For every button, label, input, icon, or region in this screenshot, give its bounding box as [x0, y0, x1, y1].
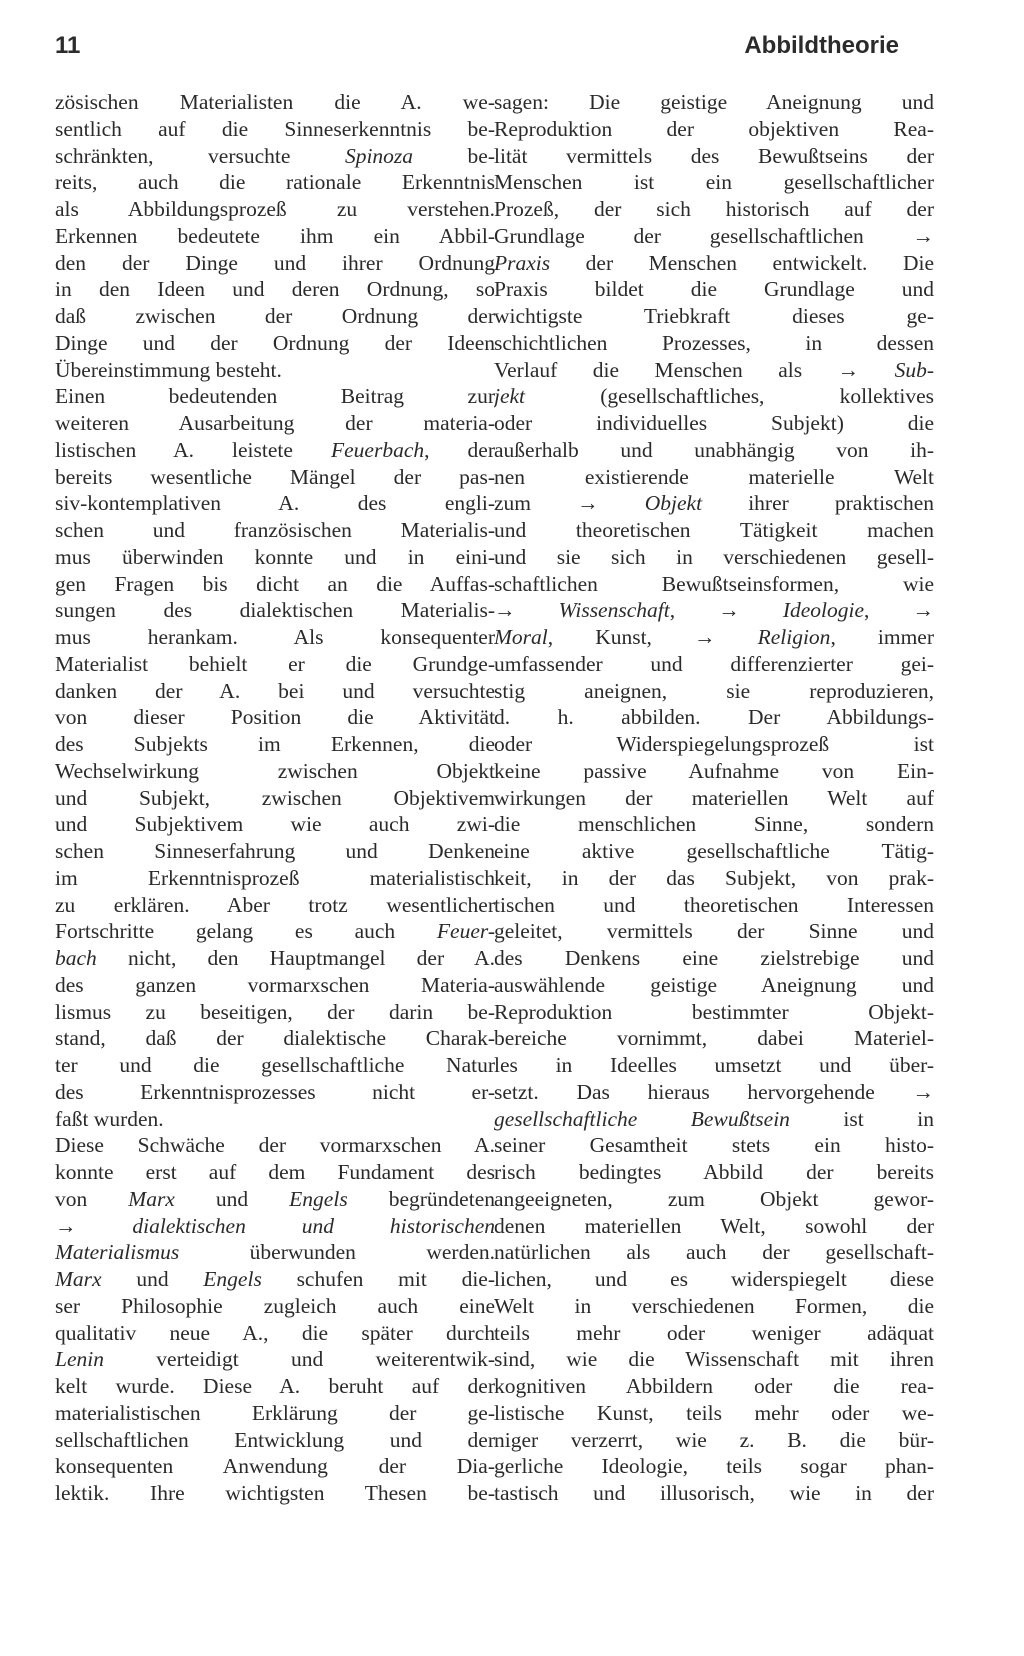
text-line: Erkennen bedeutete ihm ein Abbil-: [55, 223, 495, 248]
text-line: → dialektischen und historischen: [55, 1213, 495, 1238]
text-line: oder Widerspiegelungsprozeß ist: [494, 732, 934, 756]
text-line: → Wissenschaft, → Ideologie, →: [494, 598, 934, 623]
text-line: oder individuelles Subjekt) die: [494, 411, 934, 435]
text-line: schränkten, versuchte Spinoza be-: [55, 143, 495, 168]
text-line: wirkungen der materiellen Welt auf: [494, 785, 934, 810]
text-line: Grundlage der gesellschaftlichen →: [494, 223, 934, 248]
text-line: Diese Schwäche der vormarxschen A.: [55, 1133, 495, 1158]
text-line: bereiche vornimmt, dabei Materiel-: [494, 1026, 934, 1051]
text-line: Reproduktion bestimmter Objekt-: [494, 999, 934, 1024]
text-line: Praxis bildet die Grundlage und: [494, 277, 934, 302]
text-column-left: [55, 89, 495, 1507]
text-line: gen Fragen bis dicht an die Auffas-: [55, 571, 495, 596]
text-line: faßt wurden.: [55, 1106, 164, 1131]
text-line: Fortschritte gelang es auch Feuer-: [55, 919, 495, 944]
text-line: gerliche Ideologie, teils sogar phan-: [494, 1454, 934, 1479]
text-line: schen und französischen Materialis-: [55, 518, 495, 542]
text-line: danken der A. bei und versuchte: [55, 678, 495, 703]
text-line: zu erklären. Aber trotz wesentlicher: [55, 892, 495, 917]
text-line: Übereinstimmung besteht.: [55, 357, 282, 382]
text-line: schaftlichen Bewußtseinsformen, wie: [494, 571, 934, 596]
text-line: Einen bedeutenden Beitrag zur: [55, 384, 495, 409]
text-line: Welt in verschiedenen Formen, die: [494, 1293, 934, 1318]
text-line: sentlich auf die Sinneserkenntnis be-: [55, 116, 495, 141]
text-line: mus herankam. Als konsequenter: [55, 625, 495, 649]
text-line: d. h. abbilden. Der Abbildungs-: [494, 705, 934, 730]
text-line: in den Ideen und deren Ordnung, so: [55, 277, 495, 302]
text-line: die menschlichen Sinne, sondern: [494, 812, 934, 837]
text-line: sellschaftlichen Entwicklung und der: [55, 1427, 495, 1452]
text-line: teils mehr oder weniger adäquat: [494, 1320, 934, 1345]
text-line: des Denkens eine zielstrebige und: [494, 946, 934, 970]
text-line: reits, auch die rationale Erkenntnis: [55, 170, 495, 195]
text-line: Materialist behielt er die Grundge-: [55, 651, 495, 676]
text-line: nen existierende materielle Welt: [494, 464, 934, 489]
text-line: sungen des dialektischen Materialis-: [55, 598, 495, 623]
text-line: und Subjektivem wie auch zwi-: [55, 812, 495, 837]
text-line: gesellschaftliche Bewußtsein ist in: [494, 1106, 934, 1131]
text-line: als Abbildungsprozeß zu verstehen.: [55, 197, 495, 221]
text-column-right: [494, 89, 934, 1507]
text-line: Dinge und der Ordnung der Ideen: [55, 330, 495, 355]
text-line: geleitet, vermittels der Sinne und: [494, 919, 934, 944]
text-line: Reproduktion der objektiven Rea-: [494, 116, 934, 141]
text-line: jekt (gesellschaftliches, kollektives: [494, 384, 934, 409]
text-line: des ganzen vormarxschen Materia-: [55, 972, 495, 997]
text-line: Verlauf die Menschen als → Sub-: [494, 357, 934, 382]
text-line: konsequenten Anwendung der Dia-: [55, 1454, 495, 1479]
text-line: lichen, und es widerspiegelt diese: [494, 1267, 934, 1291]
text-line: schichtlichen Prozesses, in dessen: [494, 330, 934, 355]
text-line: tastisch und illusorisch, wie in der: [494, 1481, 934, 1505]
page-number: 11: [55, 32, 81, 59]
text-line: lität vermittels des Bewußtseins der: [494, 143, 934, 168]
text-line: stand, daß der dialektische Charak-: [55, 1026, 495, 1051]
text-line: und theoretischen Tätigkeit machen: [494, 518, 934, 542]
text-line: von Marx und Engels begründeten: [55, 1186, 495, 1211]
text-line: Marx und Engels schufen mit die-: [55, 1267, 495, 1291]
text-line: risch bedingtes Abbild der bereits: [494, 1160, 934, 1184]
text-line: denen materiellen Welt, sowohl der: [494, 1213, 934, 1238]
text-line: schen Sinneserfahrung und Denken: [55, 839, 495, 863]
text-line: stig aneignen, sie reproduzieren,: [494, 678, 934, 703]
text-line: natürlichen als auch der gesellschaft-: [494, 1240, 934, 1265]
text-line: sind, wie die Wissenschaft mit ihren: [494, 1347, 934, 1372]
text-line: den der Dinge und ihrer Ordnung: [55, 250, 495, 275]
text-line: ter und die gesellschaftliche Natur: [55, 1053, 495, 1077]
text-line: qualitativ neue A., die später durch: [55, 1320, 495, 1345]
text-line: sagen: Die geistige Aneignung und: [494, 90, 934, 114]
text-line: Lenin verteidigt und weiterentwik-: [55, 1347, 495, 1372]
text-line: Praxis der Menschen entwickelt. Die: [494, 250, 934, 275]
text-line: daß zwischen der Ordnung der: [55, 304, 495, 328]
text-line: keit, in der das Subjekt, von prak-: [494, 865, 934, 890]
text-line: zösischen Materialisten die A. we-: [55, 90, 495, 114]
text-line: mus überwinden konnte und in eini-: [55, 544, 495, 569]
text-line: von dieser Position die Aktivität: [55, 705, 495, 730]
text-line: wichtigste Triebkraft dieses ge-: [494, 304, 934, 328]
text-line: niger verzerrt, wie z. B. die bür-: [494, 1427, 934, 1452]
text-line: im Erkenntnisprozeß materialistisch: [55, 865, 495, 890]
text-line: weiteren Ausarbeitung der materia-: [55, 411, 495, 435]
text-line: listische Kunst, teils mehr oder we-: [494, 1400, 934, 1425]
text-line: ser Philosophie zugleich auch eine: [55, 1293, 495, 1318]
text-line: und Subjekt, zwischen Objektivem: [55, 785, 495, 810]
text-line: Menschen ist ein gesellschaftlicher: [494, 170, 934, 195]
text-line: materialistischen Erklärung der ge-: [55, 1400, 495, 1425]
text-line: tischen und theoretischen Interessen: [494, 892, 934, 917]
text-line: siv-kontemplativen A. des engli-: [55, 491, 495, 516]
text-line: auswählende geistige Aneignung und: [494, 972, 934, 997]
text-line: eine aktive gesellschaftliche Tätig-: [494, 839, 934, 863]
text-line: zum → Objekt ihrer praktischen: [494, 491, 934, 516]
text-line: kelt wurde. Diese A. beruht auf der: [55, 1374, 495, 1398]
text-line: lektik. Ihre wichtigsten Thesen be-: [55, 1481, 495, 1505]
text-line: lismus zu beseitigen, der darin be-: [55, 999, 495, 1024]
text-line: konnte erst auf dem Fundament des: [55, 1160, 495, 1184]
text-line: les in Ideelles umsetzt und über-: [494, 1053, 934, 1077]
text-line: angeeigneten, zum Objekt gewor-: [494, 1186, 934, 1211]
text-line: setzt. Das hieraus hervorgehende →: [494, 1079, 934, 1104]
text-line: außerhalb und unabhängig von ih-: [494, 437, 934, 462]
text-line: seiner Gesamtheit stets ein histo-: [494, 1133, 934, 1158]
text-line: Prozeß, der sich historisch auf der: [494, 197, 934, 221]
text-line: Moral, Kunst, → Religion, immer: [494, 625, 934, 649]
text-line: keine passive Aufnahme von Ein-: [494, 758, 934, 783]
text-line: des Erkenntnisprozesses nicht er-: [55, 1079, 495, 1104]
text-line: bereits wesentliche Mängel der pas-: [55, 464, 495, 489]
running-title: Abbildtheorie: [744, 32, 899, 59]
text-line: listischen A. leistete Feuerbach, der: [55, 437, 495, 462]
text-line: Materialismus überwunden werden.: [55, 1240, 495, 1265]
text-line: umfassender und differenzierter gei-: [494, 651, 934, 676]
text-line: kognitiven Abbildern oder die rea-: [494, 1374, 934, 1398]
text-line: und sie sich in verschiedenen gesell-: [494, 544, 934, 569]
text-line: des Subjekts im Erkennen, die: [55, 732, 495, 756]
text-line: bach nicht, den Hauptmangel der A.: [55, 946, 495, 970]
text-line: Wechselwirkung zwischen Objekt: [55, 758, 495, 783]
